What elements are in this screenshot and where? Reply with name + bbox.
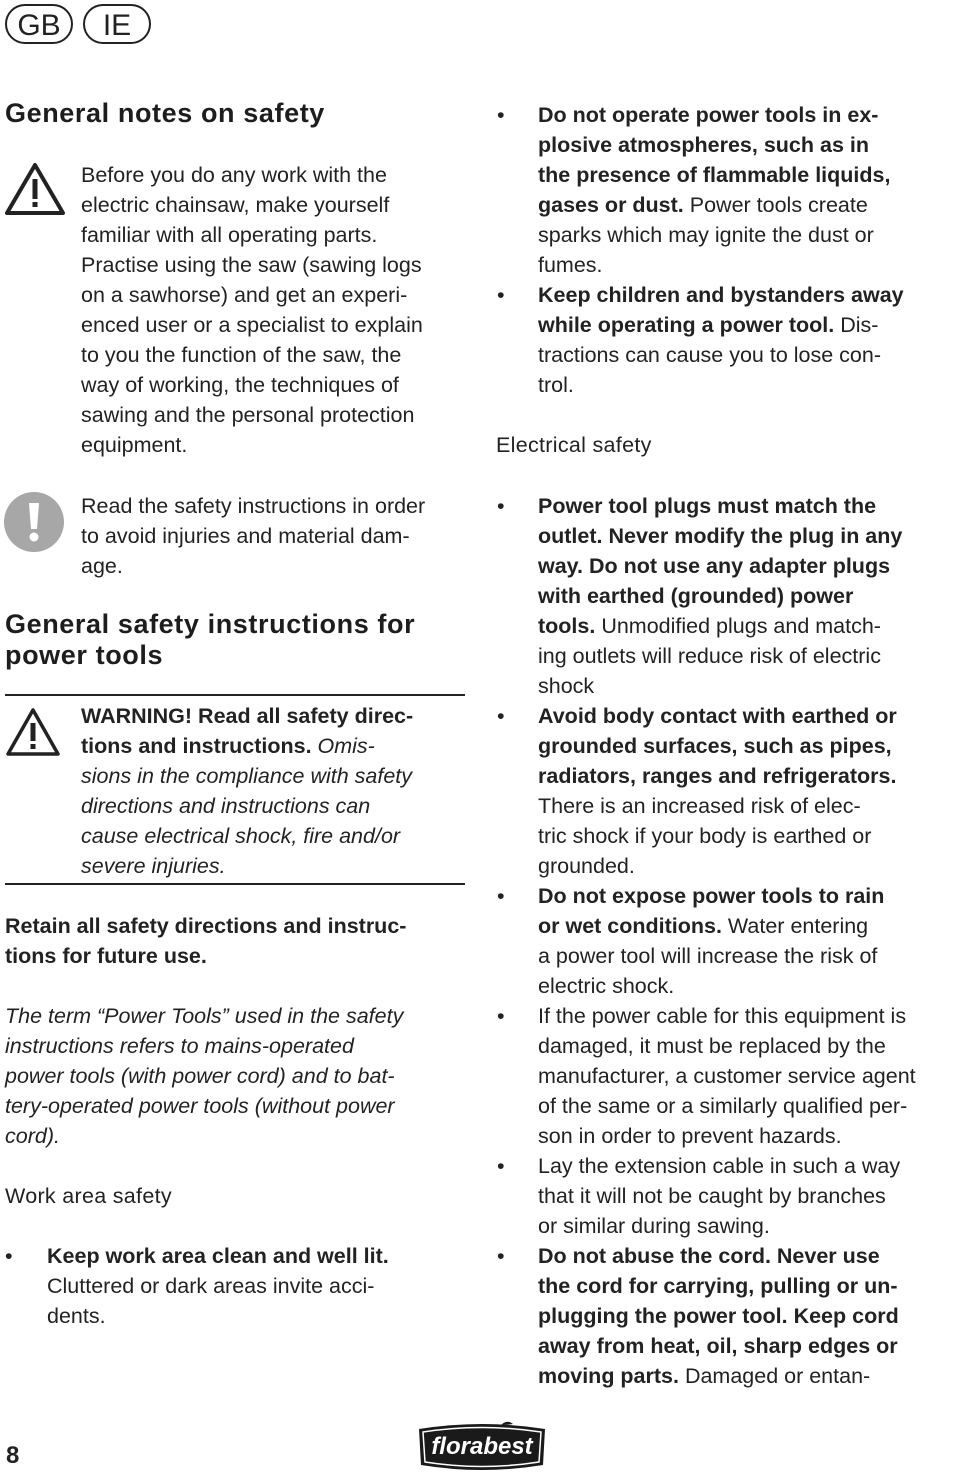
text-line: manufacturer, a customer service agent	[538, 1064, 916, 1088]
text-line: away from heat, oil, sharp edges or	[538, 1334, 898, 1358]
text-line: son in order to prevent hazards.	[538, 1124, 842, 1148]
normal-text: Dis-	[834, 313, 879, 337]
text-line: trol.	[538, 373, 574, 397]
text-line: shock	[538, 674, 595, 698]
text-line: of the same or a similarly qualified per-	[538, 1094, 908, 1118]
text-line: electric chainsaw, make yourself	[81, 193, 390, 217]
warning-box-text	[81, 701, 471, 881]
heading-general-safety-instructions	[5, 609, 415, 671]
bold-text: gases or dust.	[538, 193, 684, 217]
text-line: equipment.	[81, 433, 188, 457]
text-line: Lay the extension cable in such a way	[538, 1154, 901, 1178]
text-line: dents.	[47, 1304, 106, 1328]
text-line: fumes.	[538, 253, 603, 277]
heading-work-area-safety: Work area safety	[5, 1184, 172, 1208]
warning-line: cause electrical shock, fire and/or	[81, 824, 401, 848]
bullet-marker: •	[497, 1004, 505, 1028]
text-line: or similar during sawing.	[538, 1214, 770, 1238]
bullet-marker: •	[497, 283, 505, 307]
warning-triangle-icon	[5, 707, 61, 757]
text-line: Retain all safety directions and instruc-	[5, 914, 407, 938]
text-line: If the power cable for this equipment is	[538, 1004, 907, 1028]
text-line: power tools (with power cord) and to bat-	[5, 1064, 395, 1088]
text-line: tery-operated power tools (without power	[5, 1094, 395, 1118]
heading-line: power tools	[5, 640, 164, 670]
warning-triangle-icon	[4, 162, 66, 216]
warning-line: sions in the compliance with safety	[81, 764, 413, 788]
text-line: enced user or a specialist to explain	[81, 313, 423, 337]
normal-text: Damaged or entan-	[678, 1364, 871, 1388]
text-line: instructions refers to mains-operated	[5, 1034, 354, 1058]
text-line: tions for future use.	[5, 944, 207, 968]
text-line: Before you do any work with the	[81, 163, 387, 187]
text-line: Keep work area clean and well lit.	[47, 1244, 389, 1268]
text-line: sawing and the personal protection	[81, 403, 415, 427]
text-line: grounded.	[538, 854, 635, 878]
text-line: Cluttered or dark areas invite acci-	[47, 1274, 375, 1298]
text-line: Keep children and bystanders away	[538, 283, 904, 307]
bullet-marker: •	[497, 494, 505, 518]
normal-text: Water entering	[721, 914, 869, 938]
text-line: to avoid injuries and material dam-	[81, 524, 410, 548]
text-line: Power tool plugs must match the	[538, 494, 877, 518]
text-line: cord).	[5, 1124, 60, 1148]
text-line: with earthed (grounded) power	[538, 584, 854, 608]
bullet-marker: •	[497, 103, 505, 127]
normal-text: Power tools create	[683, 193, 868, 217]
text-line: to you the function of the saw, the	[81, 343, 402, 367]
text-line: on a sawhorse) and get an experi-	[81, 283, 408, 307]
text-line: that it will not be caught by branches	[538, 1184, 886, 1208]
text-line: sparks which may ignite the dust or	[538, 223, 874, 247]
warning-line: WARNING! Read all safety direc-	[81, 704, 414, 728]
text-line: the presence of flammable liquids,	[538, 163, 891, 187]
text-line: grounded surfaces, such as pipes,	[538, 734, 892, 758]
bullet-marker: •	[497, 704, 505, 728]
heading-general-notes: General notes on safety	[5, 98, 325, 128]
bold-text: tools.	[538, 614, 596, 638]
text-line: Do not expose power tools to rain	[538, 884, 885, 908]
warning-italic-text: Omis-	[311, 734, 375, 758]
text-line: ing outlets will reduce risk of electric	[538, 644, 881, 668]
text-line: The term “Power Tools” used in the safety	[5, 1004, 404, 1028]
bullet-marker: •	[497, 884, 505, 908]
language-badge-gb: GB	[5, 4, 73, 44]
bold-text: moving parts.	[538, 1364, 679, 1388]
heading-line: General safety instructions for	[5, 609, 416, 639]
text-line: tric shock if your body is earthed or	[538, 824, 872, 848]
text-line: Practise using the saw (sawing logs	[81, 253, 422, 277]
text-line: Avoid body contact with earthed or	[538, 704, 897, 728]
text-line: Do not operate power tools in ex-	[538, 103, 879, 127]
text-line: way. Do not use any adapter plugs	[538, 554, 891, 578]
warning-bold-text: tions and instructions.	[81, 734, 312, 758]
exclamation-circle-icon	[3, 491, 65, 553]
florabest-logo	[415, 1421, 549, 1473]
bold-text: while operating a power tool.	[538, 313, 835, 337]
warning-line: severe injuries.	[81, 854, 226, 878]
retain-instructions	[5, 911, 475, 971]
power-tools-term-note	[5, 1001, 475, 1151]
warning-line: directions and instructions can	[81, 794, 371, 818]
text-line: age.	[81, 554, 123, 578]
divider-bottom	[5, 883, 465, 885]
bullet-marker: •	[497, 1244, 505, 1268]
logo-text: florabest	[431, 1433, 533, 1460]
text-line: electric shock.	[538, 974, 675, 998]
text-line: Read the safety instructions in order	[81, 494, 426, 518]
text-line: Do not abuse the cord. Never use	[538, 1244, 880, 1268]
text-line: damaged, it must be replaced by the	[538, 1034, 886, 1058]
bold-text: or wet conditions.	[538, 914, 722, 938]
text-line: plosive atmospheres, such as in	[538, 133, 869, 157]
text-line: plugging the power tool. Keep cord	[538, 1304, 899, 1328]
heading-electrical-safety: Electrical safety	[496, 433, 652, 457]
text-line: familiar with all operating parts.	[81, 223, 378, 247]
text-line: a power tool will increase the risk of	[538, 944, 878, 968]
language-badge-ie: IE	[83, 4, 151, 44]
text-line: the cord for carrying, pulling or un-	[538, 1274, 898, 1298]
text-line: outlet. Never modify the plug in any	[538, 524, 903, 548]
read-instructions-note	[81, 491, 471, 581]
intro-note	[81, 160, 471, 460]
text-line: radiators, ranges and refrigerators.	[538, 764, 897, 788]
normal-text: Unmodified plugs and match-	[595, 614, 881, 638]
page-number: 8	[6, 1442, 20, 1469]
text-line: There is an increased risk of elec-	[538, 794, 861, 818]
divider-top	[5, 694, 465, 696]
text-line: tractions can cause you to lose con-	[538, 343, 881, 367]
text-line: way of working, the techniques of	[81, 373, 399, 397]
bullet-marker: •	[5, 1244, 13, 1268]
bullet-marker: •	[497, 1154, 505, 1178]
